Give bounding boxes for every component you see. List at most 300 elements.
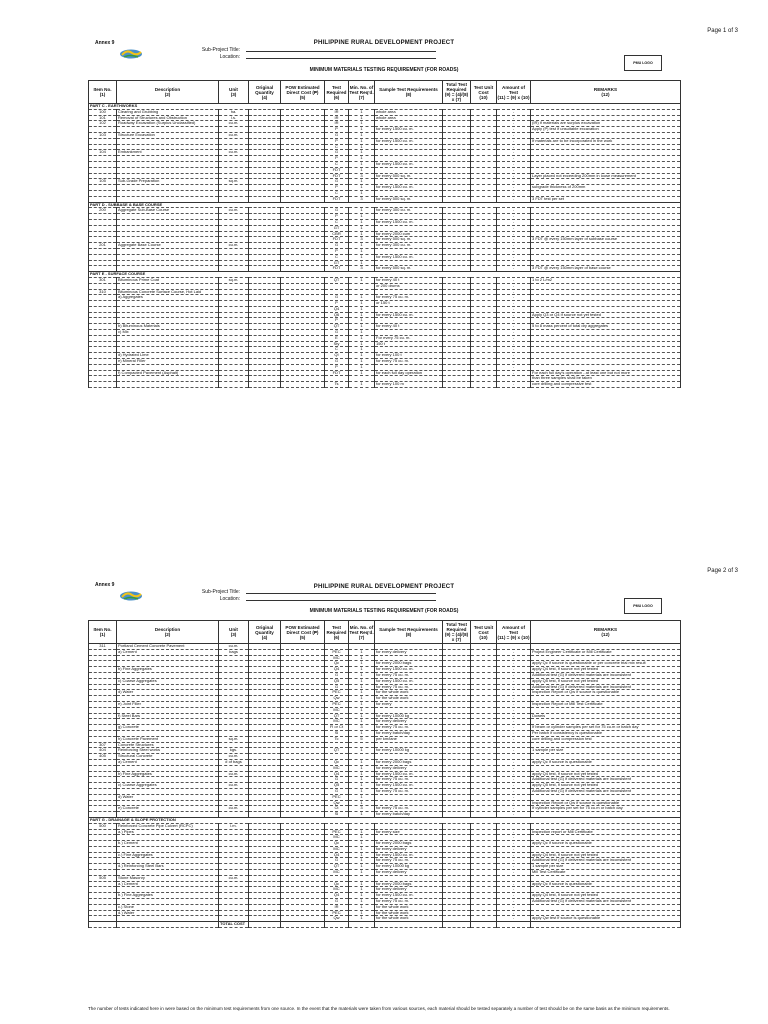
column-header xyxy=(249,621,281,644)
total-tests-cell[interactable] xyxy=(443,382,471,388)
description-cell: d.) Water xyxy=(117,910,219,916)
column-header-title: POW Estimated Direct Cost (₱) xyxy=(285,84,320,95)
amount-cell: - xyxy=(497,231,531,237)
location-field[interactable] xyxy=(246,58,436,59)
amount-cell: - xyxy=(497,916,531,922)
remarks-cell: 1 sample per size xyxy=(531,748,681,754)
item-no-cell: 500 xyxy=(89,823,117,829)
amount-cell: - xyxy=(497,266,531,272)
min-tests-cell: 1 xyxy=(349,771,375,777)
sample-requirement-cell: for every delivery xyxy=(375,649,443,655)
min-tests-cell: 1 xyxy=(349,335,375,341)
description-cell: b) Bituminous Materials xyxy=(117,324,219,330)
test-required-cell: P xyxy=(325,156,349,162)
column-header xyxy=(375,81,443,104)
column-header xyxy=(531,621,681,644)
column-header-number: (9) = (4)/(8) x (7) xyxy=(444,92,469,102)
amount-cell: - xyxy=(497,370,531,376)
column-header-number: (1) xyxy=(99,632,106,637)
amount-cell: - xyxy=(497,725,531,731)
sample-requirement-cell: for every 75 cu. m. xyxy=(375,806,443,812)
column-header-title: Total Test Required xyxy=(445,622,467,632)
amount-cell: - xyxy=(497,214,531,220)
column-header xyxy=(531,81,681,104)
test-required-cell: IR xyxy=(325,904,349,910)
description-cell: c.) Stone xyxy=(117,904,219,910)
test-required-cell: P xyxy=(325,248,349,254)
column-header xyxy=(443,81,471,104)
amount-cell: - xyxy=(497,788,531,794)
min-tests-cell: 1 xyxy=(349,370,375,376)
sample-requirement-cell: for each full day operation xyxy=(375,370,443,376)
amount-cell: - xyxy=(497,156,531,162)
description-cell: Embankment xyxy=(117,150,219,156)
test-required-cell: MC xyxy=(325,846,349,852)
sample-requirement-cell: for every 75 cu. m. xyxy=(375,672,443,678)
sample-requirement-cell: for every 75 cu. m. xyxy=(375,295,443,301)
min-tests-cell: 1 xyxy=(349,341,375,347)
test-required-cell: MC xyxy=(325,835,349,841)
column-header-number: (2) xyxy=(164,632,171,637)
amount-cell: - xyxy=(497,864,531,870)
pmu-logo-box: PMU LOGO xyxy=(624,598,662,614)
min-tests-cell: 1 xyxy=(349,260,375,266)
amount-cell: - xyxy=(497,121,531,127)
sample-requirement-cell: 150 t xyxy=(375,341,443,347)
min-tests-cell: 1 xyxy=(349,167,375,173)
amount-cell: - xyxy=(497,835,531,841)
column-header-title: Min. No. of Test Req'd. xyxy=(349,624,374,635)
empty-cell xyxy=(531,922,681,928)
min-tests-cell: 1 xyxy=(349,835,375,841)
min-tests-cell: 1 xyxy=(349,800,375,806)
min-tests-cell: 1 xyxy=(349,301,375,307)
column-header-number: (4) xyxy=(261,94,268,100)
pmu-logo-box: PMU LOGO xyxy=(624,55,662,71)
min-tests-cell: 1 xyxy=(349,382,375,388)
sample-requirement-cell: for the whole work xyxy=(375,910,443,916)
amount-cell: - xyxy=(497,237,531,243)
subproject-label: Sub-Project Title: xyxy=(201,589,240,595)
sample-requirement-cell: for every 75 cu. m. xyxy=(375,899,443,905)
min-tests-cell: 1 xyxy=(349,359,375,365)
test-required-cell: C xyxy=(325,190,349,196)
amount-cell: - xyxy=(497,701,531,707)
item-no-cell: 101 xyxy=(89,115,117,121)
amount-cell: - xyxy=(497,829,531,835)
sample-requirement-cell: for every 75 cu. m. xyxy=(375,684,443,690)
item-no-cell: 307 xyxy=(89,742,117,748)
prdp-logo-icon xyxy=(118,588,144,602)
remarks-cell: 3 FDT @ every 150mm layer of subbase course xyxy=(531,237,681,243)
test-required-cell: P xyxy=(325,318,349,324)
description-cell: Clearing and Grubbing xyxy=(117,109,219,115)
min-tests-cell: 1 xyxy=(349,150,375,156)
min-tests-cell: 1 xyxy=(349,231,375,237)
remarks-cell: Mill Test Certificate xyxy=(531,870,681,876)
amount-cell: - xyxy=(497,324,531,330)
column-header-number: (10) xyxy=(479,634,488,640)
description-cell: c) Mix xyxy=(117,330,219,336)
amount-cell: - xyxy=(497,806,531,812)
test-required-cell: IR xyxy=(325,115,349,121)
remarks-cell: 5 to 8 mass percent of total dry aggregates xyxy=(531,324,681,330)
column-header xyxy=(471,621,497,644)
unit-cell: sq.m. xyxy=(219,179,249,185)
column-header-number: (5) xyxy=(299,94,306,100)
sample-requirement-cell: for every 1500 cu. m. xyxy=(375,771,443,777)
remarks-cell: Inspection Report or Qw if source is questionable xyxy=(531,690,681,696)
annex-label: Annex 9 xyxy=(95,40,115,46)
min-tests-cell: 5 xyxy=(349,736,375,742)
column-header-title: Original Quantity xyxy=(255,624,274,635)
amount-cell: - xyxy=(497,783,531,789)
min-tests-cell: 1 xyxy=(349,684,375,690)
amount-cell: - xyxy=(497,794,531,800)
test-required-cell: QI xyxy=(325,353,349,359)
amount-cell: - xyxy=(497,208,531,214)
test-required-cell: Qc xyxy=(325,759,349,765)
test-required-cell: PEC xyxy=(325,690,349,696)
min-tests-cell: 1 xyxy=(349,312,375,318)
test-required-cell: QT xyxy=(325,324,349,330)
item-no-cell: 105 xyxy=(89,179,117,185)
empty-cell xyxy=(281,922,325,928)
amount-cell: - xyxy=(497,852,531,858)
column-header-title: POW Estimated Direct Cost (₱) xyxy=(285,624,320,635)
test-required-cell: FDT xyxy=(325,266,349,272)
item-no-cell: 405 xyxy=(89,754,117,760)
unit-cell: cu.m. xyxy=(219,754,249,760)
amount-cell: - xyxy=(497,690,531,696)
min-tests-cell: 1 xyxy=(349,144,375,150)
unit-cell: # of bags xyxy=(219,759,249,765)
unit-cell: l.s. xyxy=(219,115,249,121)
min-tests-cell: 1 xyxy=(349,243,375,249)
description-cell: Structural Concrete xyxy=(117,754,219,760)
amount-cell: - xyxy=(497,335,531,341)
amount-cell: - xyxy=(497,341,531,347)
amount-cell: - xyxy=(497,800,531,806)
remarks-cell: apply Q5 test, if source not yet tested xyxy=(531,678,681,684)
amount-cell: - xyxy=(497,260,531,266)
remarks-cell: For each full day's operation - at least one but not more xyxy=(531,370,681,376)
description-cell: Bituminous Prime Coat xyxy=(117,277,219,283)
column-header xyxy=(375,621,443,644)
unit-cell: l.m. xyxy=(219,823,249,829)
amount-cell: - xyxy=(497,248,531,254)
remarks-cell: 1 sample per size xyxy=(531,864,681,870)
remarks-cell: If materials are to be incorporated in the work xyxy=(531,138,681,144)
description-cell: a.) Pipes xyxy=(117,829,219,835)
column-header-title: Amount of Test xyxy=(502,84,525,95)
subproject-field[interactable] xyxy=(246,51,436,52)
remarks-cell: apply Q4 test, if source not yet tested xyxy=(531,667,681,673)
test-required-cell: G xyxy=(325,777,349,783)
min-tests-cell: 3 xyxy=(349,806,375,812)
amount-cell: - xyxy=(497,306,531,312)
sample-requirement-cell: for the whole work xyxy=(375,916,443,922)
column-header-number: (10) xyxy=(479,94,488,100)
column-header-number: (11) = (9) x (10) xyxy=(497,94,530,100)
min-tests-cell: 1 xyxy=(349,127,375,133)
remarks-cell: If cylinder samples per set for 75 cu.m or batch day xyxy=(531,806,681,812)
test-required-cell: G xyxy=(325,359,349,365)
test-required-cell: Q4 xyxy=(325,771,349,777)
item-no-cell: 102 xyxy=(89,121,117,127)
amount-cell: - xyxy=(497,910,531,916)
sample-requirement-cell: or 200 drums xyxy=(375,283,443,289)
remarks-cell: If beam or cylinder samples per set for 75 cu.m or batch day xyxy=(531,725,681,731)
remarks-cell: (IR) if materials are surplus excavation xyxy=(531,121,681,127)
min-tests-cell: 1 xyxy=(349,759,375,765)
min-tests-cell: 1 xyxy=(349,248,375,254)
description-cell: a) Cement xyxy=(117,759,219,765)
page-number: Page 1 of 3 xyxy=(707,28,738,34)
description-cell: c) Coarse Aggregates xyxy=(117,783,219,789)
description-cell: Roadway Excavation (Surplus Unclassified) xyxy=(117,121,219,127)
description-cell: Concrete Structures xyxy=(117,742,219,748)
test-required-cell: MC xyxy=(325,719,349,725)
column-header-title: REMARKS xyxy=(593,627,618,632)
amount-cell: - xyxy=(497,713,531,719)
amount-cell: - xyxy=(497,254,531,260)
test-required-cell: Sty xyxy=(325,341,349,347)
min-tests-cell: 1 xyxy=(349,121,375,127)
min-tests-cell: 1 xyxy=(349,812,375,818)
description-cell: d) Water xyxy=(117,690,219,696)
min-tests-cell: 1 xyxy=(349,667,375,673)
test-required-cell: Sl xyxy=(325,812,349,818)
amount-cell: - xyxy=(497,771,531,777)
min-tests-cell: 1 xyxy=(349,109,375,115)
description-cell: Aggregate Base Course xyxy=(117,243,219,249)
pow-cost-cell[interactable] xyxy=(281,382,325,388)
min-tests-cell: 1 xyxy=(349,185,375,191)
remarks-cell: 3 FDT @ every 150mm layer of base course xyxy=(531,266,681,272)
quantity-cell[interactable] xyxy=(249,382,281,388)
empty-cell xyxy=(349,922,375,928)
remarks-cell: apply Qc if source is questionable or per concrete trial mix result xyxy=(531,661,681,667)
min-tests-cell: 1 xyxy=(349,655,375,661)
test-required-cell: G xyxy=(325,684,349,690)
unit-cell: sq.m. xyxy=(219,277,249,283)
test-required-cell: Q4 xyxy=(325,667,349,673)
sample-requirement-cell: for every 1500 cu. m. xyxy=(375,312,443,318)
sample-requirement-cell: for every 40 t xyxy=(375,277,443,283)
min-tests-cell: 1 xyxy=(349,330,375,336)
sample-requirement-cell: for every batch/day xyxy=(375,730,443,736)
sample-requirement-cell: for the whole work xyxy=(375,904,443,910)
min-tests-cell: 1 xyxy=(349,115,375,121)
amount-cell: - xyxy=(497,138,531,144)
test-required-cell: Ct xyxy=(325,806,349,812)
min-tests-cell: 1 xyxy=(349,277,375,283)
column-header-title: Sample Test Requirements xyxy=(379,627,438,632)
min-tests-cell: 1 xyxy=(349,893,375,899)
min-tests-cell: 1 xyxy=(349,661,375,667)
unit-cell: cu.m. xyxy=(219,875,249,881)
test-required-cell: C xyxy=(325,347,349,353)
column-header xyxy=(89,621,117,644)
location-field[interactable] xyxy=(246,600,436,601)
document-subtitle: MINIMUM MATERIALS TESTING REQUIREMENT (FOR ROADS) xyxy=(309,67,459,73)
remarks-cell: apply Qc if source is questionable xyxy=(531,759,681,765)
remarks-cell: apply Q4 test, if source not yet tested xyxy=(531,893,681,899)
test-required-cell: FDT xyxy=(325,237,349,243)
sample-requirement-cell: For every 75 cu. m. xyxy=(375,335,443,341)
amount-cell: - xyxy=(497,219,531,225)
item-no-cell: 505 xyxy=(89,875,117,881)
description-cell: Stone Masonry xyxy=(117,875,219,881)
project-title: PHILIPPINE RURAL DEVELOPMENT PROJECT xyxy=(313,584,455,590)
total-cost-label: TOTAL COST xyxy=(219,922,249,928)
min-tests-cell: 1 xyxy=(349,899,375,905)
amount-cell: - xyxy=(497,812,531,818)
description-cell: Structure Excavation xyxy=(117,132,219,138)
test-required-cell: G xyxy=(325,788,349,794)
test-required-cell: G xyxy=(325,243,349,249)
test-required-cell: Sl xyxy=(325,730,349,736)
unit-cell: sq.m. xyxy=(219,736,249,742)
page-2 xyxy=(0,512,768,1024)
test-required-cell: QT xyxy=(325,748,349,754)
amount-cell: - xyxy=(497,858,531,864)
column-header-number: (7) xyxy=(358,634,365,640)
section-heading: PART C - EARTHWORKS xyxy=(89,104,681,110)
min-tests-cell: 1 xyxy=(349,910,375,916)
test-required-cell: C xyxy=(325,254,349,260)
column-header xyxy=(281,621,325,644)
unit-cell: cu.m. xyxy=(219,783,249,789)
test-required-cell: Tc xyxy=(325,736,349,742)
description-cell: e) Joint Filler xyxy=(117,701,219,707)
amount-cell: - xyxy=(497,841,531,847)
column-header-title: Test Required xyxy=(326,84,347,95)
sample-requirement-cell: whole area xyxy=(375,115,443,121)
test-required-cell: P xyxy=(325,127,349,133)
sample-requirement-cell: or 150 t xyxy=(375,301,443,307)
amount-cell: - xyxy=(497,225,531,231)
remarks-cell: Dowels xyxy=(531,713,681,719)
test-required-cell: P xyxy=(325,138,349,144)
item-no-cell: 200 xyxy=(89,208,117,214)
min-tests-cell: 1 xyxy=(349,295,375,301)
test-required-cell: IR xyxy=(325,109,349,115)
description-cell: e) Concrete xyxy=(117,806,219,812)
amount-cell: - xyxy=(497,904,531,910)
column-header-number: (7) xyxy=(358,94,365,100)
min-tests-cell: 1 xyxy=(349,225,375,231)
remarks-cell: Inspection Report or Qw if source is questionable xyxy=(531,800,681,806)
column-header-title: Description xyxy=(154,627,181,632)
empty-cell xyxy=(443,922,471,928)
item-no-cell: 310 xyxy=(89,289,117,295)
section-heading: PART E - SURFACE COURSE xyxy=(89,272,681,278)
amount-cell: - xyxy=(497,185,531,191)
description-cell: c.) Fine Aggregates xyxy=(117,852,219,858)
remarks-cell: 1 to 2 L/m2 xyxy=(531,277,681,283)
column-header-title: Item No. xyxy=(93,627,112,632)
test-required-cell: E xyxy=(325,335,349,341)
unit-cell: cu.m. xyxy=(219,208,249,214)
amount-cell: - xyxy=(497,109,531,115)
min-tests-cell: 1 xyxy=(349,672,375,678)
amount-cell: - xyxy=(497,347,531,353)
empty-cell xyxy=(117,922,219,928)
test-required-cell: G xyxy=(325,150,349,156)
amount-cell: - xyxy=(497,382,531,388)
amount-cell: - xyxy=(497,132,531,138)
unit-cell: cu.m. xyxy=(219,150,249,156)
sample-requirement-cell: for every 2000 bags xyxy=(375,759,443,765)
amount-cell: - xyxy=(497,846,531,852)
empty-cell xyxy=(249,922,281,928)
min-tests-cell: 1 xyxy=(349,353,375,359)
description-cell: Portland Cement Concrete Pavement xyxy=(117,644,219,650)
amount-cell: - xyxy=(497,672,531,678)
test-required-cell: Qw xyxy=(325,916,349,922)
column-header xyxy=(117,621,219,644)
amount-cell: - xyxy=(497,364,531,370)
test-required-cell: GT xyxy=(325,225,349,231)
sample-requirement-cell: for every 100 m xyxy=(375,382,443,388)
min-tests-cell: 1 xyxy=(349,713,375,719)
column-header-number: (8) xyxy=(405,632,412,637)
remarks-cell: 3 FDT test per set xyxy=(531,196,681,202)
min-tests-cell: 1 xyxy=(349,138,375,144)
description-cell: g) Concrete xyxy=(117,725,219,731)
remarks-cell: Inspection Report or Mill Test Certificate xyxy=(531,701,681,707)
remarks-cell: Additional test (G) if delivered materials are inconsistent xyxy=(531,684,681,690)
description-cell: c) Coarse Aggregates xyxy=(117,678,219,684)
min-tests-cell: 1 xyxy=(349,690,375,696)
description-cell: Removal of Structures and Obstruction xyxy=(117,115,219,121)
amount-cell: - xyxy=(497,243,531,249)
unit-cell: cu.m. xyxy=(219,243,249,249)
min-tests-cell: 1 xyxy=(349,208,375,214)
test-unit-cost-cell[interactable] xyxy=(471,382,497,388)
sample-requirement-cell: for every 10000 kg xyxy=(375,748,443,754)
unit-cell: cu.m. xyxy=(219,132,249,138)
description-cell xyxy=(117,382,219,388)
test-required-cell: MC xyxy=(325,707,349,713)
column-header xyxy=(497,621,531,644)
description-cell: f) Compacted Pavement (Asphalt) xyxy=(117,370,219,376)
sample-requirement-cell: for every 100 t xyxy=(375,353,443,359)
amount-cell: - xyxy=(497,127,531,133)
description-cell: Reinforced Concrete Pipe Culvert (RCPC) xyxy=(117,823,219,829)
sample-requirement-cell: for every 40 t xyxy=(375,324,443,330)
page-number: Page 2 of 3 xyxy=(707,568,738,574)
test-required-cell: G xyxy=(325,179,349,185)
test-required-cell: Qw xyxy=(325,800,349,806)
min-tests-cell: 1 xyxy=(349,306,375,312)
min-tests-cell: 1 xyxy=(349,364,375,370)
remarks-cell: Project Engineer Certificate or Mill Certificate xyxy=(531,649,681,655)
remarks-cell: Layer placed not exceeding 200mm in loose measurement xyxy=(531,173,681,179)
column-header xyxy=(325,81,349,104)
unit-cell xyxy=(219,382,249,388)
subproject-field[interactable] xyxy=(246,593,436,594)
testing-requirements-table xyxy=(88,80,681,388)
amount-cell: - xyxy=(497,301,531,307)
column-header-title: Unit xyxy=(229,87,238,92)
min-tests-cell: 1 xyxy=(349,696,375,702)
sample-requirement-cell: for every 500 sq. m. xyxy=(375,173,443,179)
column-header-title: Min. No. of Test Req'd. xyxy=(349,84,374,95)
empty-cell xyxy=(325,922,349,928)
